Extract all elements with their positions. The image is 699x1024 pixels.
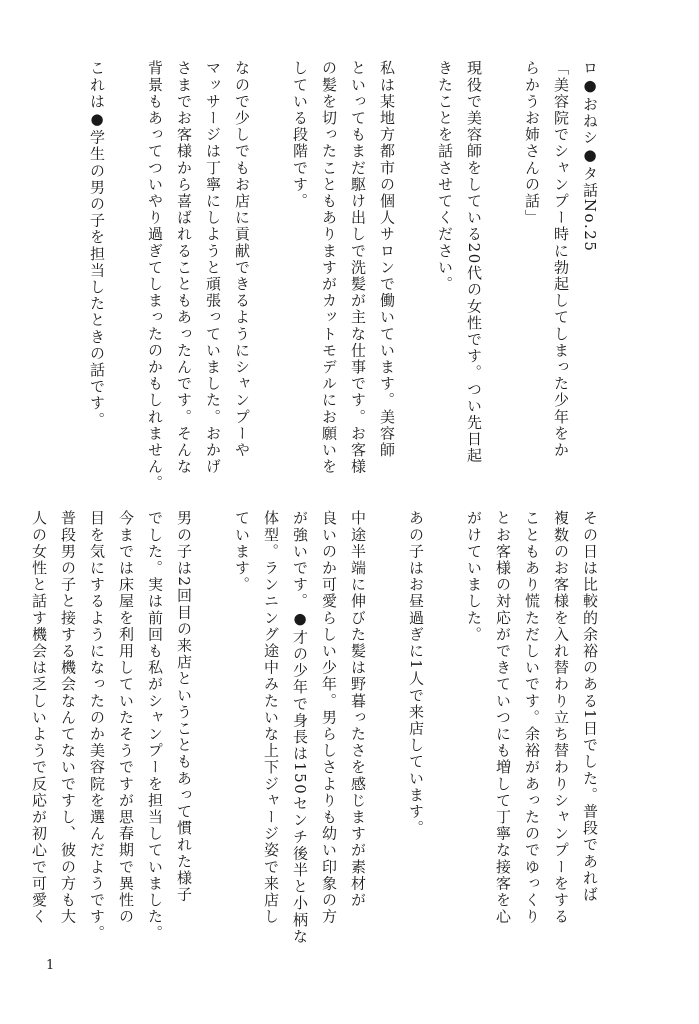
text-column: ています。 [233,510,251,593]
paragraph-gap [256,60,285,480]
text-column: その日は比較的余裕のある1日でした。普段であれば [581,510,599,903]
page-number: 1 [46,958,55,973]
text-column: 目を気にするようになったのか美容院を選んだようです。 [88,510,106,942]
text-column: あの子はお昼過ぎに1人で来店しています。 [407,510,425,837]
text-column: さまでお客様から喜ばれることもあったんです。そんな [175,60,193,475]
text-column: 背景もあってついやり過ぎてしまったのかもしれません。 [146,60,164,492]
upper-text-block [82,60,604,492]
text-column: 「美容院でシャンプー時に勃起してしまった少年をか [552,60,570,459]
text-column: が強いです。●才の少年で身長は150センチ後半と小柄な [291,510,309,945]
paragraph-gap [198,510,227,940]
text-column: 人の女性と話す機会は乏しいようで反応が初心で可愛く [30,510,48,925]
paragraph-gap [488,60,517,480]
text-column: でした。実は前回も私がシャンプーを担当していました。 [146,510,164,942]
text-column: なので少しでもお店に貢献できるようにシャンプーや [233,60,251,459]
lower-text-block [24,510,604,945]
paragraph-gap [372,510,401,940]
paragraph-gap [401,60,430,480]
text-column: らかうお姉さんの話」 [523,60,541,226]
text-column: といってもまだ駆け出しで洗髪が主な仕事です。お客様 [349,60,367,475]
text-column: 私は某地方都市の個人サロンで働いています。美容師 [378,60,396,459]
text-column: 中途半端に伸びた髪は野暮ったさを感じますが素材が [349,510,367,909]
text-column: 今までは床屋を利用していたそうですが思春期で異性の [117,510,135,925]
text-column: とお客様の対応ができていつにも増して丁寧な接客を心 [494,510,512,925]
text-column: の髪を切ったこともありますがカットモデルにお願いを [320,60,338,475]
text-column: これは●学生の男の子を担当したときの話です。 [88,60,106,429]
text-column: がけていました。 [465,510,483,643]
text-column: 男の子は2回目の来店ということもあって慣れた様子 [175,510,193,903]
text-column: している段階です。 [291,60,309,210]
text-column: きたことを話させてください。 [436,60,454,293]
text-column: 良いのか可愛らしい少年。男らしさよりも幼い印象の方 [320,510,338,925]
paragraph-gap [430,510,459,940]
text-column: 体型。ランニング途中みたいな上下ジャージ姿で来店し [262,510,280,925]
text-column: 現役で美容師をしている20代の女性です。つい先日起 [465,60,483,465]
text-column: マッサージは丁寧にしようと頑張っていました。おかげ [204,60,222,475]
paragraph-gap [111,60,140,480]
text-column: 複数のお客様を入れ替わり立ち替わりシャンプーをする [552,510,570,925]
text-column: 普段男の子と接する機会なんてないですし、彼の方も大 [59,510,77,925]
text-column: こともあり慌ただしいです。余裕があったのでゆっくり [523,510,541,925]
text-column: ロ●おねシ●タ話No.25 [581,60,599,253]
